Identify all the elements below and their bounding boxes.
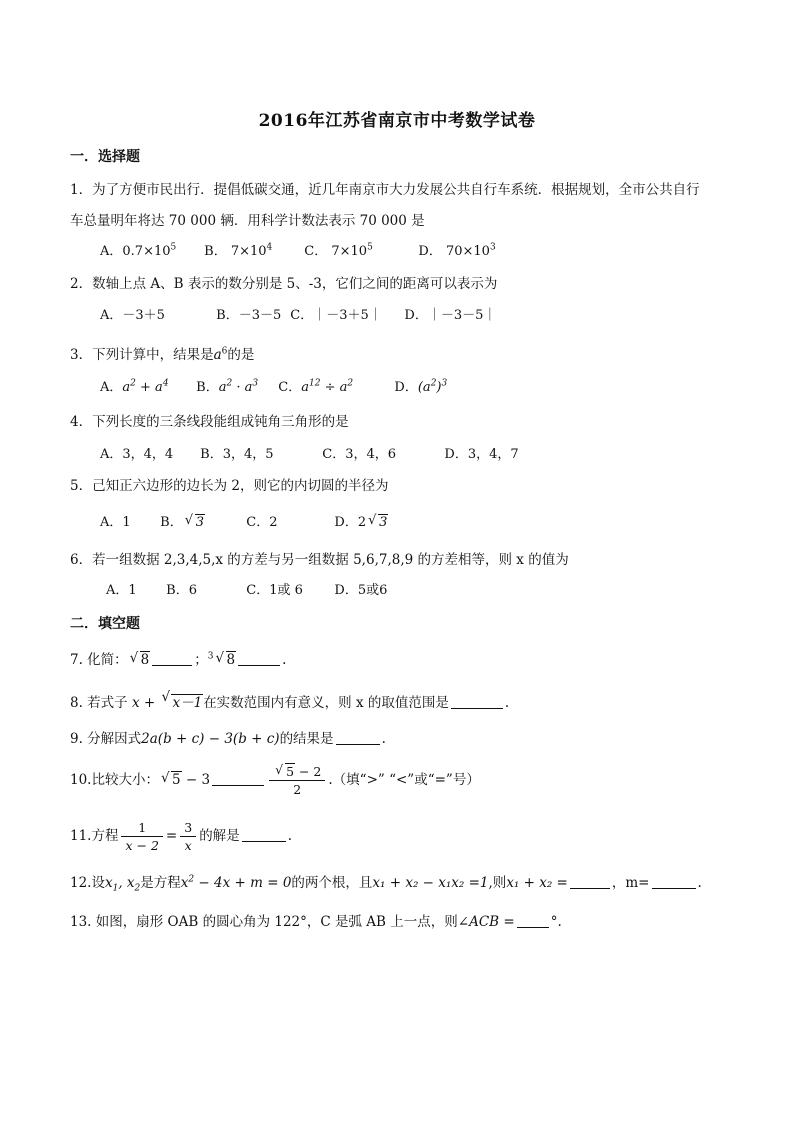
question-7: 7. 化简：√ 8 ；$^3$√ 8 .: [70, 648, 286, 668]
answer-blank[interactable]: [152, 651, 192, 666]
expr-c: $a^{12} \div a^2$: [301, 378, 354, 395]
answer-blank[interactable]: [570, 874, 610, 889]
question-4-options: [100, 443, 519, 462]
question-11: 11.方程 $\frac{1}{x - 2}$ = $\frac{3}{x}$ 的解是 .: [70, 820, 292, 853]
sqrt-symbol: √ 3: [185, 515, 205, 530]
section-multiple-choice: 一．选择题: [70, 149, 140, 165]
fraction: √ $\frac{5 - 2}{2}$: [269, 764, 325, 797]
option-a[interactable]: A．－3＋5: [100, 308, 165, 323]
option-d[interactable]: D．5或6: [334, 583, 388, 598]
sqrt-symbol: √ 5: [161, 772, 182, 788]
answer-blank[interactable]: [652, 874, 696, 889]
option-b[interactable]: B． $7\times 10^4$: [204, 242, 273, 259]
expr-a: $a^2 + a^4$: [122, 378, 169, 395]
sqrt-symbol: √ x－1: [161, 691, 203, 711]
question-6-stem: 6．若一组数据 2,3,4,5,x 的方差与另一组数据 5,6,7,8,9 的方差相等，则 x 的值为: [70, 552, 569, 568]
answer-blank[interactable]: [212, 771, 264, 786]
option-c[interactable]: C．$a^{12} \div a^2$: [278, 378, 354, 395]
answer-blank[interactable]: [451, 694, 503, 709]
question-3-stem: 3．下列计算中，结果是$a^6$的是: [70, 346, 255, 363]
page-title: 2016年江苏省南京市中考数学试卷: [258, 111, 536, 131]
var-x: x +: [127, 695, 160, 711]
question-1-line-2: 车总量明年将达 70 000 辆．用科学计数法表示 70 000 是: [70, 213, 425, 229]
question-1-line-1: 1．为了方便市民出行．提倡低碳交通，近几年南京市大力发展公共自行车系统．根据规划，全市公共自行: [70, 182, 700, 198]
option-d[interactable]: D． $70\times 10^3$: [418, 242, 496, 259]
expr-d: $(a^2)^3$: [417, 378, 448, 395]
option-b[interactable]: B．3，4，5: [200, 447, 274, 462]
option-c[interactable]: C．2: [246, 515, 278, 530]
question-12: 12.设$x_1$, $x_2$是方程$x^2 - 4x + m = 0$的两个根，且x₁ + x₂ − x₁x₂ =1,则x₁ + x₂ = ，m= .: [70, 874, 702, 894]
question-13: 13. 如图，扇形 OAB 的圆心角为 122°，C 是弧 AB 上一点，则∠ACB = °.: [70, 914, 562, 930]
answer-blank[interactable]: [242, 827, 286, 842]
question-3-options: [100, 376, 447, 395]
question-10: 10.比较大小：√ 5 − 3 √ $\frac{5 - 2}{2}$ .（填“>” “<”或“=”号）: [70, 764, 480, 797]
question-2-stem: 2．数轴上点 A、B 表示的数分别是 5、-3，它们之间的距离可以表示为: [70, 276, 498, 292]
question-1-options: [100, 240, 496, 259]
question-6-options: [106, 579, 387, 598]
option-d[interactable]: D．2√ 3: [334, 511, 388, 530]
option-a[interactable]: A．1: [100, 515, 131, 530]
expr-b: $a^2 \cdot a^3$: [218, 378, 259, 395]
section-fill-in: 二．填空题: [70, 616, 140, 632]
option-d[interactable]: D．3，4，7: [444, 447, 519, 462]
question-2-options: [100, 304, 496, 323]
question-5-options: [100, 511, 388, 530]
option-b[interactable]: B．6: [166, 583, 197, 598]
answer-blank[interactable]: [238, 651, 280, 666]
sqrt-symbol: √ 8: [130, 652, 151, 668]
option-a[interactable]: A．1: [106, 583, 137, 598]
option-c[interactable]: C．1或 6: [246, 583, 303, 598]
option-c[interactable]: C．3，4，6: [322, 447, 397, 462]
sqrt-symbol: √ 5: [275, 764, 295, 779]
option-d[interactable]: D．｜－3－5｜: [404, 308, 497, 323]
option-c[interactable]: C． $7\times 10^5$: [304, 242, 373, 259]
option-a[interactable]: A．3，4，4: [100, 447, 174, 462]
option-d[interactable]: D．$(a^2)^3$: [394, 378, 448, 395]
question-4-stem: 4．下列长度的三条线段能组成钝角三角形的是: [70, 414, 349, 430]
option-a[interactable]: A．$0.7\times 10^5$: [100, 242, 177, 259]
roots: $x_1$, $x_2$: [104, 875, 141, 894]
option-b[interactable]: B．$a^2 \cdot a^3$: [196, 378, 259, 395]
option-b[interactable]: B．√ 3: [160, 511, 242, 530]
option-b[interactable]: B．－3－5: [216, 308, 282, 323]
question-8: 8. 若式子 x + √ x－1在实数范围内有意义，则 x 的取值范围是 .: [70, 691, 509, 711]
cube-root-symbol: √ 8: [216, 652, 237, 668]
answer-blank[interactable]: [517, 913, 549, 928]
sqrt-symbol: √ 3: [368, 515, 388, 530]
question-9: 9. 分解因式2a(b + c) − 3(b + c)的结果是 .: [70, 731, 386, 747]
option-a[interactable]: A．$a^2 + a^4$: [100, 378, 169, 395]
fraction: $\frac{3}{x}$: [180, 820, 196, 853]
answer-blank[interactable]: [336, 730, 380, 745]
question-5-stem: 5．己知正六边形的边长为 2，则它的内切圆的半径为: [70, 478, 389, 494]
option-c[interactable]: C．｜－3＋5｜: [290, 308, 382, 323]
equation: $x^2 - 4x + m = 0$: [180, 874, 292, 891]
fraction: $\frac{1}{x - 2}$: [121, 820, 162, 853]
